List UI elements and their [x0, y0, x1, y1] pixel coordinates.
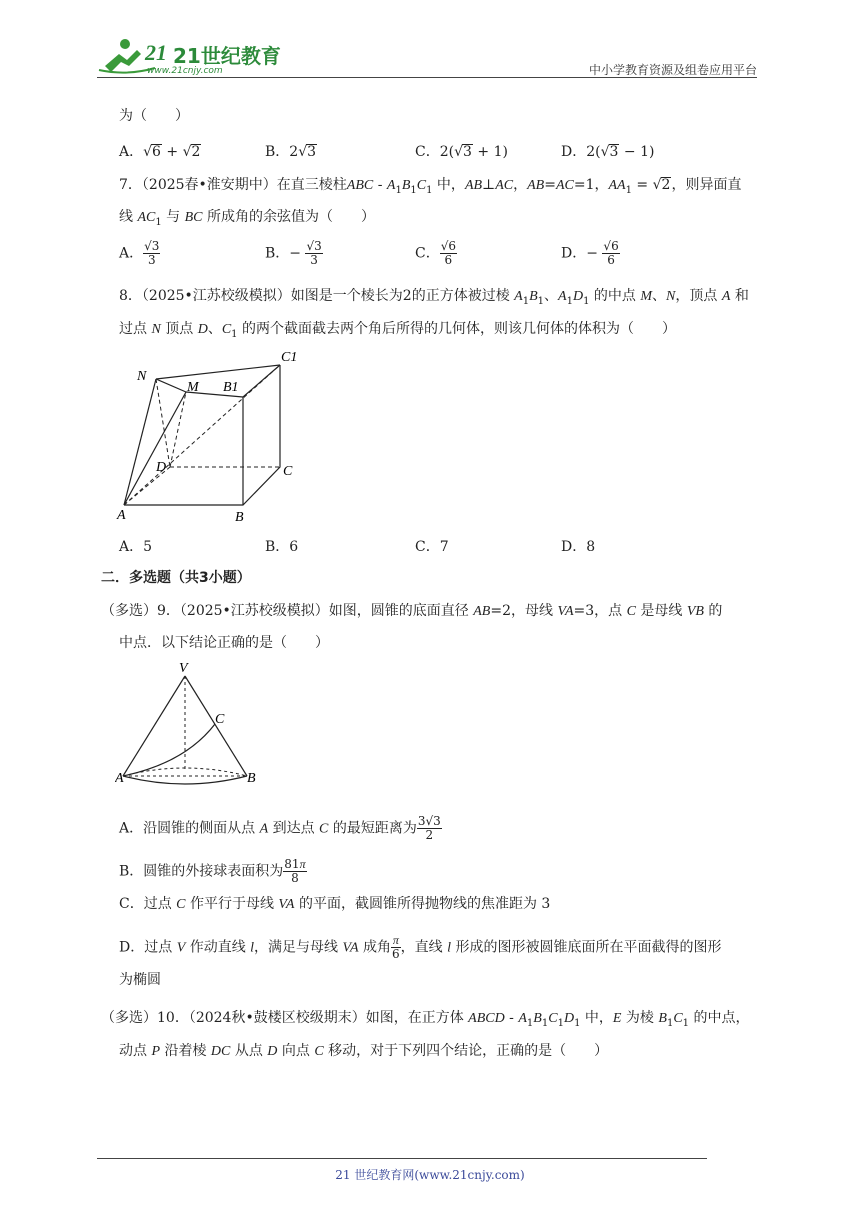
q9-stem-line2: 中点．以下结论正确的是（ ） — [119, 635, 329, 651]
figure-label-m: M — [187, 380, 199, 395]
option-label: B． — [265, 144, 290, 160]
q7-option-c: C． $\frac{√6}{6}$ — [415, 239, 456, 267]
figure-label-c1: C1 — [281, 350, 298, 365]
section-title: 二．多选题（共3小题） — [101, 570, 251, 586]
option-label: C． — [415, 144, 440, 160]
q7-stem-text: 7．（2025春•淮安期中）在直三棱柱 — [119, 177, 347, 193]
figure-label-c: C — [283, 464, 293, 479]
option-label: A． — [119, 144, 144, 160]
q8-stem-line1: 8．（2025•江苏校级模拟）如图是一个棱长为2的正方体被过棱 $A_1B_1$、$A_1D_1$ 的中点 M、N，顶点 A 和 — [119, 288, 749, 307]
q6-option-c: C．2(√3 + 1) — [415, 144, 508, 160]
figure-label-n: N — [137, 369, 147, 384]
figure-label-a: A — [115, 771, 124, 786]
figure-label-v: V — [179, 661, 188, 676]
option-label: B． — [265, 245, 290, 262]
logo-url: www.21cnjy.com — [147, 66, 223, 76]
figure-label-b: B — [235, 510, 244, 525]
q10-stem-line1: （多选）10．（2024秋•鼓楼区校级期末）如图，在正方体 ABCD - $A_1B_1C_1D_1$ 中，E 为棱 $B_1C_1$ 的中点， — [101, 1010, 750, 1029]
q7-stem-line1: 7．（2025春•淮安期中）在直三棱柱ABC - $A_1B_1C_1$ 中，AB⊥AC，AB=AC=1，$AA_1 = √2$，则异面直 — [119, 177, 742, 196]
q7-option-a: A． $\frac{√3}{3}$ — [119, 239, 160, 267]
q9-stem-line1: （多选）9．（2025•江苏校级模拟）如图，圆锥的底面直径 AB=2，母线 VA=3，点 C 是母线 VB 的 — [101, 603, 723, 619]
site-logo — [97, 36, 281, 82]
q6-stem-tail: 为（ ） — [119, 108, 189, 124]
q7-stem-text: 线 — [119, 209, 133, 225]
q10-stem-text: （多选）10．（2024秋•鼓楼区校级期末）如图，在正方体 — [101, 1010, 464, 1026]
q9-option-a: A．沿圆锥的侧面从点 A 到达点 C 的最短距离为 $\frac{3√3}{2}$ — [119, 814, 441, 842]
footer-divider — [97, 1158, 707, 1159]
q8-stem-line2: 过点 N 顶点 D、$C_1$ 的两个截面截去两个角后所得的几何体，则该几何体的体积为（ ） — [119, 321, 676, 340]
logo-brand: 21世纪教育 — [173, 44, 281, 68]
figure-label-c: C — [215, 712, 225, 727]
option-label: D． — [561, 144, 587, 160]
figure-label-b1: B1 — [223, 380, 239, 395]
q9-option-d-tail: 为椭圆 — [119, 972, 161, 988]
q8-option-d: D．8 — [561, 539, 596, 555]
figure-label-d: D — [156, 460, 167, 475]
option-label: C． — [415, 245, 440, 262]
figure-label-b: B — [247, 771, 256, 786]
q7-option-d: D．− $\frac{√6}{6}$ — [561, 239, 619, 267]
q8-option-c: C．7 — [415, 539, 449, 555]
svg-text:21: 21 — [145, 40, 167, 65]
q8-stem-text: 8．（2025•江苏校级模拟）如图是一个棱长为2的正方体被过棱 — [119, 288, 510, 304]
q9-option-c: C．过点 C 作平行于母线 VA 的平面，截圆锥所得抛物线的焦准距为 3 — [119, 896, 551, 912]
q9-figure — [115, 658, 265, 788]
q9-stem-text: （多选）9．（2025•江苏校级模拟）如图，圆锥的底面直径 — [101, 603, 469, 619]
q6-option-d: D．2(√3 − 1) — [561, 144, 655, 160]
q10-stem-line2: 动点 P 沿着棱 DC 从点 D 向点 C 移动，对于下列四个结论，正确的是（ ） — [119, 1043, 609, 1059]
footer-link[interactable]: 21 世纪教育网(www.21cnjy.com) — [335, 1168, 525, 1182]
q9-option-b: B．圆锥的外接球表面积为 $\frac{81\pi}{8}$ — [119, 857, 306, 885]
q10-stem-text: 动点 — [119, 1043, 147, 1059]
q9-option-b-text: B．圆锥的外接球表面积为 — [119, 863, 284, 880]
q9-option-d: D．过点 V 作动直线 l，满足与母线 VA 成角 $\frac{\pi}{6}$ ，直线 l 形成的图形被圆锥底面所在平面截得的图形 — [119, 933, 722, 961]
q7-stem-line2: 线 $AC_1$ 与 BC 所成角的余弦值为（ ） — [119, 209, 375, 228]
platform-name: 中小学教育资源及组卷应用平台 — [588, 63, 757, 77]
header-divider — [97, 77, 757, 78]
q9-option-d-text: D．过点 — [119, 939, 173, 956]
q6-option-b: B．2√3 — [265, 144, 317, 160]
q8-option-a: A．5 — [119, 539, 153, 555]
q8-option-b: B．6 — [265, 539, 299, 555]
q8-stem-text: 过点 — [119, 321, 147, 337]
option-label: A． — [119, 245, 144, 262]
q7-option-b: B．− $\frac{√3}{3}$ — [265, 239, 322, 267]
option-label: D． — [561, 245, 587, 262]
q9-option-c-text: C．过点 — [119, 896, 172, 912]
q8-figure — [115, 345, 305, 525]
q6-option-a: A．√6 + √2 — [119, 144, 201, 160]
figure-label-a: A — [117, 508, 126, 523]
q9-option-a-text: A．沿圆锥的侧面从点 — [119, 820, 256, 837]
